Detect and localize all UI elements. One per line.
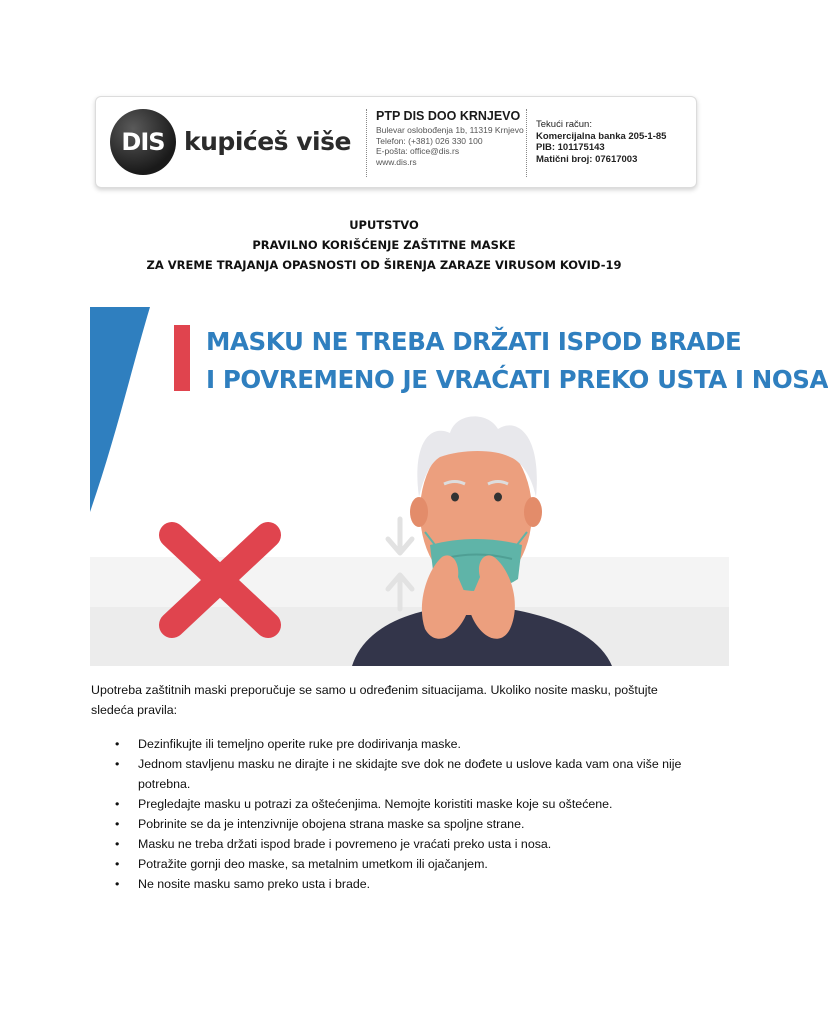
list-item bbox=[91, 834, 691, 854]
bullet: • bbox=[115, 857, 120, 871]
company-address: Bulevar oslobođenja 1b, 11319 Krnjevo bbox=[376, 125, 524, 135]
rule-text: Jednom stavljenu masku ne dirajte i ne skidajte sve dok ne dođete u uslove kada vam ona više nije potrebna. bbox=[138, 757, 682, 791]
list-item bbox=[91, 854, 691, 874]
title-line-1: UPUTSTVO bbox=[349, 218, 419, 232]
rule-text: Masku ne treba držati ispod brade i povremeno je vraćati preko usta i nosa. bbox=[138, 837, 552, 851]
registry-number: Matični broj: 07617003 bbox=[536, 153, 638, 165]
list-item bbox=[91, 794, 691, 814]
list-item bbox=[91, 734, 691, 754]
document-titles bbox=[0, 215, 768, 275]
company-info bbox=[376, 109, 526, 167]
bullet: • bbox=[115, 817, 120, 831]
divider bbox=[366, 109, 367, 177]
rule-text: Dezinfikujte ili temeljno operite ruke pre dodirivanja maske. bbox=[138, 737, 461, 751]
company-email: E-pošta: office@dis.rs bbox=[376, 146, 460, 156]
brand-slogan: kupićeš više bbox=[184, 127, 351, 156]
list-item bbox=[91, 814, 691, 834]
company-name: PTP DIS DOO KRNJEVO bbox=[376, 109, 521, 123]
account-label: Tekući račun: bbox=[536, 119, 592, 130]
title-line-3: ZA VREME TRAJANJA OPASNOSTI OD ŠIRENJA ZARAZE VIRUSOM KOVID-19 bbox=[146, 258, 622, 272]
rule-text: Potražite gornji deo maske, sa metalnim umetkom ili ojačanjem. bbox=[138, 857, 488, 871]
pib: PIB: 101175143 bbox=[536, 142, 605, 153]
list-item bbox=[91, 874, 691, 894]
logo-text: DIS bbox=[121, 128, 165, 156]
title-line-2: PRAVILNO KORIŠĆENJE ZAŠTITNE MASKE bbox=[252, 238, 516, 252]
letterhead bbox=[95, 96, 697, 188]
bullet: • bbox=[115, 837, 120, 851]
intro-paragraph: Upotreba zaštitnih maski preporučuje se samo u određenim situacijama. Ukoliko nosite masku, poštujte sledeća pravila: bbox=[91, 683, 658, 717]
dis-logo bbox=[110, 109, 176, 175]
bank-account: Komercijalna banka 205-1-85 bbox=[536, 130, 667, 142]
rule-text: Pobrinite se da je intenzivnije obojena strana maske sa spoljne strane. bbox=[138, 817, 525, 831]
company-web: www.dis.rs bbox=[376, 156, 417, 167]
bullet: • bbox=[115, 877, 120, 891]
red-accent-bar bbox=[174, 325, 190, 391]
rule-text: Ne nosite masku samo preko usta i brade. bbox=[138, 877, 371, 891]
divider bbox=[526, 109, 527, 177]
illustration-headline bbox=[206, 323, 828, 399]
company-phone: Telefon: (+381) 026 330 100 bbox=[376, 135, 483, 146]
bank-info bbox=[536, 119, 691, 165]
bullet: • bbox=[115, 797, 120, 811]
headline-line-1: MASKU NE TREBA DRŽATI ISPOD BRADE bbox=[206, 327, 742, 356]
mask-illustration bbox=[90, 307, 828, 666]
headline-line-2: I POVREMENO JE VRAĆATI PREKO USTA I NOSA bbox=[206, 365, 828, 394]
bullet: • bbox=[115, 737, 120, 751]
rule-text: Pregledajte masku u potrazi za oštećenjima. Nemojte koristiti maske koje su oštećene. bbox=[138, 797, 613, 811]
rules-list bbox=[91, 734, 691, 894]
list-item bbox=[91, 754, 691, 794]
bullet: • bbox=[115, 757, 120, 771]
